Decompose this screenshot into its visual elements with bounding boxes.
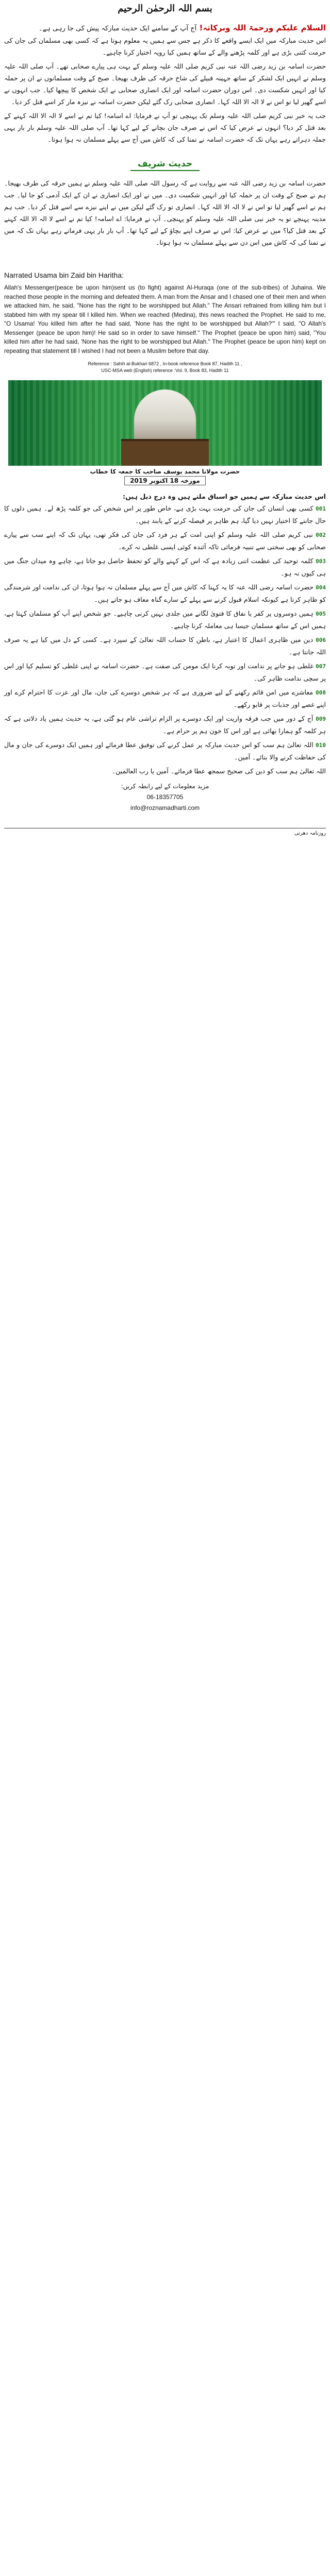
lesson-point xyxy=(4,686,326,710)
lesson-point xyxy=(4,713,326,737)
point-number: 004 xyxy=(316,584,326,591)
point-text: نبی کریم صلی اللہ علیہ وسلم کو اپنی امت کے ہر فرد کی جان کی فکر تھی، یہاں تک کہ اپنے سب سے پیارے صحابی کو بھی سختی سے تنبیہ فرمائی تاکہ آئندہ کوئی ایسی غلطی نہ کرے۔ xyxy=(4,531,326,551)
point-number: 003 xyxy=(316,558,326,565)
point-number: 008 xyxy=(316,689,326,696)
intro-paragraph-1: اس حدیث مبارکہ میں ایک ایسے واقعے کا ذکر ہے جس سے ہمیں یہ معلوم ہوتا ہے کہ کسی بھی مسلمان کی جان کی حرمت کتنی بڑی ہے اور کلمہ پڑھنے والے کے ساتھ ہمیں کیا رویہ اختیار کرنا چاہیے۔ xyxy=(4,37,326,56)
lesson-point xyxy=(4,529,326,553)
email-link[interactable]: info@roznamadharti.com xyxy=(130,804,200,811)
lesson-heading: اس حدیث مبارکہ سے ہمیں جو اسباق ملتے ہیں وہ درج ذیل ہیں: xyxy=(123,493,326,500)
point-text: حضرت اسامہ رضی اللہ عنہ کا یہ کہنا کہ کاش میں آج سے پہلے مسلمان نہ ہوا ہوتا، ان کی ندامت اور شرمندگی کو ظاہر کرتا ہے کیونکہ اسلام قبول کرنے سے پہلے کے سارے گناہ معاف ہو جاتے ہیں۔ xyxy=(4,583,326,603)
point-text: کلمہ توحید کی عظمت اتنی زیادہ ہے کہ اس کے کہنے والے کو تحفظ حاصل ہو جاتا ہے، چاہے وہ میدان جنگ میں ہی کیوں نہ ہو۔ xyxy=(4,557,326,577)
point-text: آج کے دور میں جب فرقہ واریت اور ایک دوسرے پر الزام تراشی عام ہو گئی ہے، یہ حدیث ہمیں یاد دلاتی ہے کہ ہر کلمہ گو ہمارا بھائی ہے اور اس کا خون ہم پر حرام ہے۔ xyxy=(4,715,326,735)
lesson-point xyxy=(4,739,326,763)
reference-line-1: Reference : Sahih al-Bukhari 6872 , In-book reference Book 87, Hadith 11 , xyxy=(88,361,242,366)
english-hadith-title: Narrated Usama bin Zaid bin Haritha: xyxy=(4,271,124,279)
date-label: مورخہ 18 اکتوبر 2019 xyxy=(124,476,206,485)
english-hadith-body: Allah's Messenger(peace be upon him)sent us (to fight) against Al-Huraqa (one of the sub-tribes) of Juhaina. We reached those people in the morning and defeated them. A man from the Ansar and I chased one of their men and when we attacked him, he said, "None has the right to be worshipped but Allah." The Ansari refrained from killing him but I stabbed him with my spear till I killed him. When we reached (Medina), this news reached the Prophet. He said to me, "O Usama! You killed him after he had said, 'None has the right to be worshipped but Allah?"' I said, "O Allah's Messenger (peace be upon him)! He said so in order to save himself." The Prophet (peace be upon him) said, "You killed him after he had said, 'None has the right to be worshipped but Allah." The Prophet (peace be upon him) kept on repeating that statement till I wished I had not been a Muslim before that day. xyxy=(4,284,326,354)
greeting-rest: آج آپ کے سامنے ایک حدیث مبارکہ پیش کی جا رہی ہے۔ xyxy=(39,25,197,32)
point-number: 006 xyxy=(316,637,326,643)
article-page xyxy=(0,3,330,2576)
photo-date xyxy=(4,476,326,485)
point-text: غلطی ہو جانے پر ندامت اور توبہ کرنا ایک مومن کی صفت ہے۔ حضرت اسامہ نے اپنی غلطی کو تسلیم کیا اور اس پر سچی ندامت ظاہر کی۔ xyxy=(4,662,326,682)
contact-line: مزید معلومات کے لیے رابطہ کریں: xyxy=(121,783,209,790)
bismillah-header: بسم اللہ الرحمٰن الرحیم xyxy=(118,3,212,14)
footer-text: روزنامہ دھرتی xyxy=(294,831,326,836)
podium xyxy=(121,439,209,466)
point-number: 002 xyxy=(316,532,326,538)
point-number: 010 xyxy=(316,742,326,749)
speaker-photo xyxy=(8,380,322,466)
point-number: 001 xyxy=(316,505,326,512)
intro-paragraph-2: حضرت اسامہ بن زید رضی اللہ عنہ نبی کریم صلی اللہ علیہ وسلم کے بہت ہی پیارے صحابی تھے۔ آپ صلی اللہ علیہ وسلم نے انہیں ایک لشکر کے ساتھ جہینہ قبیلے کی شاخ حرقہ کی طرف بھیجا۔ صبح کے وقت مسلمانوں نے ان پر حملہ کیا اور انہیں شکست دی۔ اس دوران حضرت اسامہ اور ایک انصاری صحابی نے ایک شخص کا پیچھا کیا۔ جب انہوں نے اسے گھیر لیا تو اس نے لا الہ الا اللہ کہا۔ انصاری صحابی رک گئے لیکن حضرت اسامہ نے نیزہ مار کر اسے قتل کر دیا۔ xyxy=(4,62,326,106)
hadith-title-wrap xyxy=(4,159,326,171)
salutation: السلام علیکم ورحمۃ اللہ وبرکاتہ! xyxy=(199,23,326,32)
point-text: معاشرے میں امن قائم رکھنے کے لیے ضروری ہے کہ ہر شخص دوسرے کی جان، مال اور عزت کا احترام کرے اور اپنے غصے اور جذبات پر قابو رکھے۔ xyxy=(4,688,326,708)
reference-line-2: USC-MSA web (English) reference :Vol. 9, Book 83, Hadith 11 xyxy=(101,368,229,373)
point-number: 007 xyxy=(316,663,326,670)
point-text: اللہ تعالیٰ ہم سب کو اس حدیث مبارکہ پر عمل کرنے کی توفیق عطا فرمائے اور ہمیں ایک دوسرے کی جان و مال کی حفاظت کرنے والا بنائے۔ آمین۔ xyxy=(4,741,326,761)
lesson-point xyxy=(4,555,326,579)
lesson-point xyxy=(4,607,326,632)
contact-block xyxy=(4,781,326,814)
lesson-point xyxy=(4,581,326,605)
lesson-point xyxy=(4,634,326,658)
intro-paragraph-3: جب یہ خبر نبی کریم صلی اللہ علیہ وسلم تک پہنچی تو آپ نے فرمایا: اے اسامہ! کیا تم نے اسے لا الہ الا اللہ کہنے کے بعد قتل کر دیا؟ انہوں نے عرض کیا کہ اس نے صرف جان بچانے کے لیے کہا تھا۔ آپ صلی اللہ علیہ وسلم بار بار یہی جملہ دہراتے رہے یہاں تک کہ حضرت اسامہ نے تمنا کی کہ کاش میں آج سے پہلے مسلمان نہ ہوا ہوتا۔ xyxy=(4,112,326,143)
point-text: ہمیں دوسروں پر کفر یا نفاق کا فتویٰ لگانے میں جلدی نہیں کرنی چاہیے۔ جو شخص اپنے آپ کو مسلمان کہتا ہے، ہمیں اس کے ساتھ مسلمان جیسا ہی معاملہ کرنا چاہیے۔ xyxy=(4,609,326,630)
phone-number[interactable]: 06-18357705 xyxy=(146,793,184,801)
closing-prayer: اللہ تعالیٰ ہم سب کو دین کی صحیح سمجھ عطا فرمائے۔ آمین یا رب العالمین۔ xyxy=(111,767,326,775)
point-text: دین میں ظاہری اعمال کا اعتبار ہے، باطن کا حساب اللہ تعالیٰ کے سپرد ہے۔ کسی کے دل میں کیا ہے یہ صرف اللہ جانتا ہے۔ xyxy=(4,636,326,656)
point-number: 005 xyxy=(316,611,326,617)
photo-caption: حضرت مولانا محمد یوسف صاحب کا جمعہ کا خطاب xyxy=(90,468,240,475)
lesson-point xyxy=(4,660,326,684)
hadith-title: حدیث شریف xyxy=(130,159,200,171)
hadith-urdu-text: حضرت اسامہ بن زید رضی اللہ عنہ سے روایت ہے کہ رسول اللہ صلی اللہ علیہ وسلم نے ہمیں حرقہ کی طرف بھیجا۔ ہم نے صبح کے وقت ان پر حملہ کیا اور انہیں شکست دی۔ میں نے اور ایک انصاری نے ان کے ایک آدمی کو جا لیا۔ جب ہم نے اسے گھیر لیا تو اس نے لا الہ الا اللہ کہا۔ انصاری تو رک گئے لیکن میں نے اپنے نیزے سے اسے قتل کر دیا۔ جب ہم مدینہ پہنچے تو یہ خبر نبی صلی اللہ علیہ وسلم کو پہنچی۔ آپ نے فرمایا: اے اسامہ! کیا تم نے اسے لا الہ الا اللہ کہنے کے بعد قتل کیا؟ میں نے عرض کیا: اس نے صرف اپنے بچاؤ کے لیے کہا تھا۔ آپ بار بار یہی فرماتے رہے یہاں تک کہ میں نے تمنا کی کہ کاش میں اس دن سے پہلے مسلمان نہ ہوا ہوتا۔ xyxy=(4,179,326,246)
point-text: کسی بھی انسان کی جان کی حرمت بہت بڑی ہے، خاص طور پر اس شخص کی جو کلمہ پڑھ لے۔ ہمیں دلوں کا حال جاننے کا اختیار نہیں دیا گیا، ہم ظاہر پر فیصلہ کرنے کے پابند ہیں۔ xyxy=(4,504,326,524)
point-number: 009 xyxy=(316,716,326,722)
hadith-reference xyxy=(4,361,326,374)
greeting xyxy=(4,23,326,32)
lesson-point xyxy=(4,502,326,527)
